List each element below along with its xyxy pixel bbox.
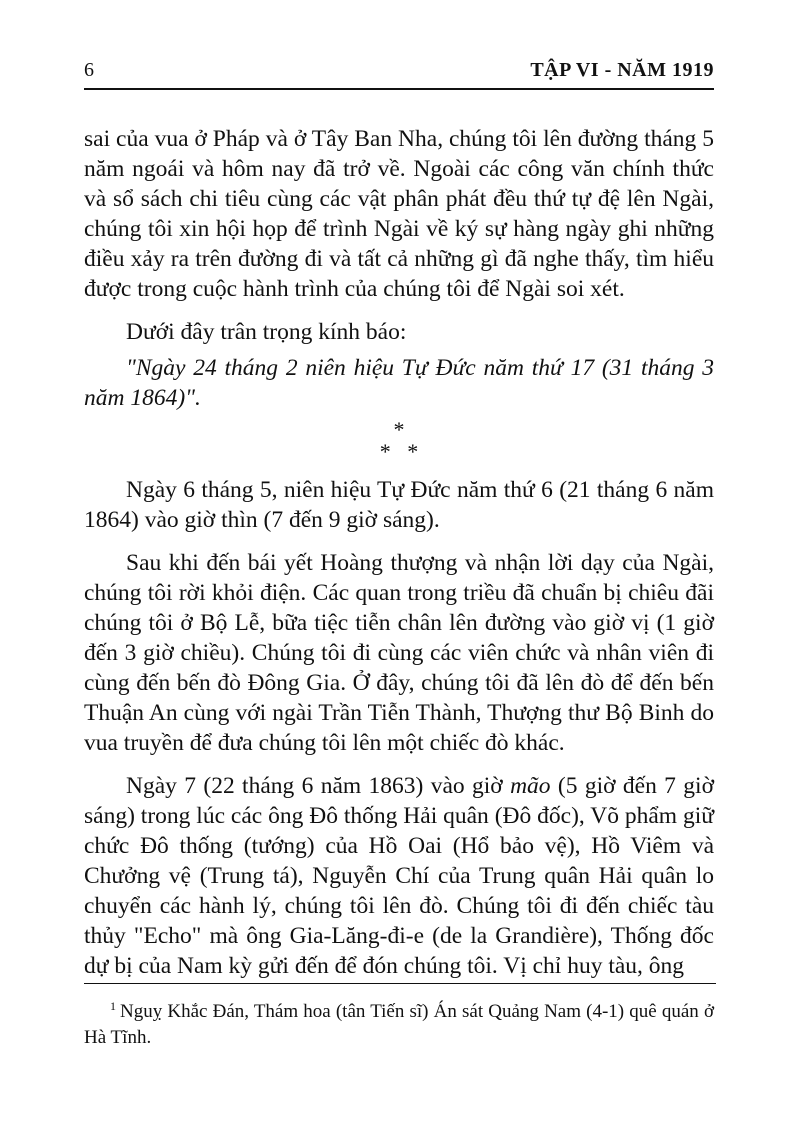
body-text — [84, 124, 714, 994]
paragraph-boarding — [84, 771, 714, 981]
paragraph-boarding-start: Ngày 7 (22 tháng 6 năm 1863) vào giờ — [126, 773, 511, 799]
paragraph-continued: sai của vua ở Pháp và ở Tây Ban Nha, chúng tôi lên đường tháng 5 năm ngoái và hôm nay đã trở về. Ngoài các công văn chính thức và sổ sách chi tiêu cùng các vật phân phát đều thứ tự đệ lên Ngài, chúng tôi xin hội họp để trình Ngài về ký sự hàng ngày ghi những điều xảy ra trên đường đi và tất cả những gì đã nghe thấy, tìm hiểu được trong cuộc hành trình của chúng tôi để Ngài soi xét. — [84, 126, 714, 302]
page-header — [84, 52, 714, 88]
paragraph-boarding-rest: (5 giờ đến 7 giờ sáng) trong lúc các ông Đô thống Hải quân (Đô đốc), Võ phẩm giữ chức Đô thống (tướng) của Hồ Oai (Hổ bảo vệ), Hồ Viêm và Chưởng vệ (Trung tá), Nguyễn Chí của Trung quân Hải quân lo chuyển các hành lý, chúng tôi lên đò. Chúng tôi đi đến chiếc tàu thủy "Echo" mà ông Gia-Lăng-đi-e (de la Grandière), Thống đốc dự bị của Nam kỳ gửi đến để đón chúng tôi. Vị chỉ huy tàu, ông — [84, 773, 714, 979]
footnote — [84, 993, 714, 1051]
paragraph-intro: Dưới đây trân trọng kính báo: — [126, 319, 407, 345]
separator-star-top: * — [393, 417, 405, 442]
header-rule — [84, 88, 714, 90]
footnote-marker: 1 — [110, 999, 116, 1013]
paragraph-departure: Sau khi đến bái yết Hoàng thượng và nhận lời dạy của Ngài, chúng tôi rời khỏi điện. Các quan trong triều đã chuẩn bị chiêu đãi chúng tôi ở Bộ Lễ, bữa tiệc tiễn chân lên đường vào giờ vị (1 giờ đến 3 giờ chiều). Chúng tôi đi cùng các viên chức và nhân viên đi cùng đến bến đò Đông Gia. Ở đây, chúng tôi đã lên đò để đến bến Thuận An cùng với ngài Trần Tiễn Thành, Thượng thư Bộ Binh do vua truyền để đưa chúng tôi lên một chiếc đò khác. — [84, 550, 714, 756]
paragraph-boarding-italic: mão — [510, 773, 551, 799]
footnote-text: Nguỵ Khắc Đán, Thám hoa (tân Tiến sĩ) Án sát Quảng Nam (4-1) quê quán ở Hà Tĩnh. — [84, 1001, 714, 1048]
separator-star-bottom: * * — [379, 439, 419, 464]
section-separator — [84, 419, 714, 463]
footnote-rule — [84, 983, 716, 984]
paragraph-quote-date: "Ngày 24 tháng 2 niên hiệu Tự Đức năm thứ 17 (31 tháng 3 năm 1864)". — [84, 355, 714, 411]
page-number: 6 — [84, 59, 94, 81]
running-title: TẬP VI - NĂM 1919 — [530, 59, 714, 81]
paragraph-date: Ngày 6 tháng 5, niên hiệu Tự Đức năm thứ 6 (21 tháng 6 năm 1864) vào giờ thìn (7 đến 9 giờ sáng). — [84, 477, 714, 533]
